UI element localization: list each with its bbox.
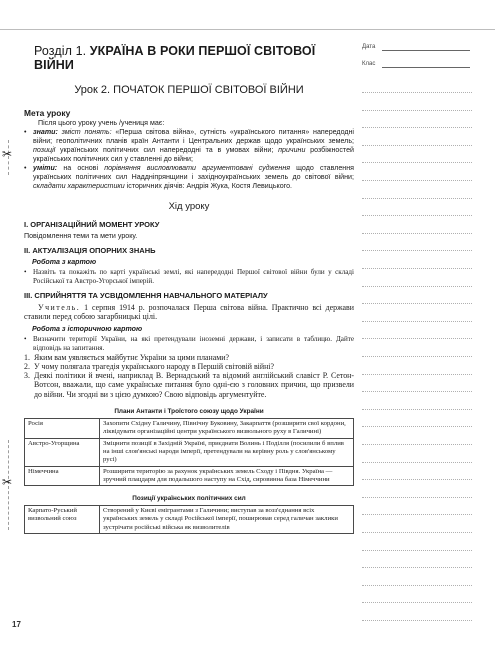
note-line (362, 391, 472, 392)
step3-list (24, 335, 354, 353)
questions-list (24, 353, 354, 399)
goals-list (24, 128, 354, 191)
note-line (362, 321, 472, 322)
scissors-icon: ✂ (2, 475, 13, 489)
scissors-icon: ✂ (2, 147, 13, 161)
positions-table (24, 505, 354, 534)
table-row: Німеччина Розширити територію за рахунок українських земель Сходу і Півдня. Україна — зручний плацдарм для подальшого наступу на Схід, сировинна база Німеччини (25, 466, 354, 486)
goals-heading: Мета уроку (24, 108, 71, 118)
note-line (362, 303, 472, 304)
page-number: 17 (12, 620, 21, 629)
step1-text: Повідомлення теми та мети уроку. (24, 232, 138, 240)
step3-work: Робота з історичною картою (32, 324, 143, 333)
step2-title: ІІ. АКТУАЛІЗАЦІЯ ОПОРНИХ ЗНАНЬ (24, 246, 156, 255)
note-line (362, 426, 472, 427)
step3-bullet: • Визначити території України, на які претендували іноземні держави, і записати в таблицю. Дайте відповідь на запитання. (24, 335, 354, 353)
note-line (362, 532, 472, 533)
note-line (362, 444, 472, 445)
table-row: Австро-Угорщина Зміцнити позиції в Західній Україні, приєднати Волинь і Поділля (посилили б вплив на інші слов'янські народи імперії, претендували на керівну роль у слов'янському русі) (25, 438, 354, 466)
question-item: 2. У чому полягала трагедія українського народу в Першій світовій війні? (24, 361, 275, 371)
note-line (362, 92, 472, 93)
note-line (362, 198, 472, 199)
question-item: 3. Деякі політики й вчені, наприклад В. Вернадський та відомий англійський славіст Р. Сетон-Вотсон, вважали, що саме українське питання було одні-єю з головних причин, що призвели до війни. Чи згодні ви з цією думкою? Свою відповідь аргументуйте. (24, 371, 354, 399)
lesson-title: Урок 2. ПОЧАТОК ПЕРШОЇ СВІТОВОЇ ВІЙНИ (74, 84, 304, 96)
note-line (362, 162, 472, 163)
note-line (362, 550, 472, 551)
date-field: Дата (362, 44, 375, 50)
lesson-content (24, 36, 354, 534)
note-line (362, 620, 472, 621)
goal-skills: • уміти: на основі порівняння висловлювати аргументовані судження щодо ставлення українських політичних сил Наддніпрянщини і західноукраїнських земель до світової війни; складати характеристики історичних діячів: Андрія Жука, Костя Левицького. (24, 164, 354, 191)
class-line (382, 67, 470, 68)
class-field: Клас (362, 61, 375, 67)
note-line (362, 497, 472, 498)
note-line (362, 374, 472, 375)
section-title: Розділ 1. УКРАЇНА В РОКИ ПЕРШОЇ СВІТОВОЇ ВІЙНИ (34, 44, 316, 72)
note-line (362, 479, 472, 480)
goal-know: • знати: зміст понять: «Перша світова війна», сутність «українського питання» напередодні війни; геополітичних планів країн Антанти і Центральних держав щодо українських земель; позиції українських політичних сил напередодні та в умовах війни; причини розбіжностей українських політичних сил у ставленні до війни; (24, 128, 354, 164)
table2-title: Позиції українських політичних сил (132, 495, 246, 503)
note-line (362, 585, 472, 586)
date-line (382, 50, 470, 51)
plans-table (24, 418, 354, 486)
note-line (362, 409, 472, 410)
note-line (362, 356, 472, 357)
note-line (362, 145, 472, 146)
step2-list (24, 268, 354, 286)
note-line (362, 514, 472, 515)
note-line (362, 602, 472, 603)
note-line (362, 567, 472, 568)
note-line (362, 462, 472, 463)
step3-title: ІІІ. СПРИЙНЯТТЯ ТА УСВІДОМЛЕННЯ НАВЧАЛЬНОГО МАТЕРІАЛУ (24, 291, 268, 300)
note-line (362, 233, 472, 234)
table-row: Карпато-Руський визвольний союз Створений у Києві емігрантами з Галичини; виступав за возз'єднання всіх українських земель у складі Російської імперії, поширював серед галичан заклики зустрічати російські війська як визволителів (25, 506, 354, 534)
note-line (362, 338, 472, 339)
teacher-word: Учитель. 1 серпня 1914 р. розпочалася Перша світова війна. Практично всі держави ставили перед собою загарбницькі цілі. (24, 303, 354, 322)
notes-column (362, 36, 472, 636)
table1-title: Плани Антанти і Троїстого союзу щодо України (114, 408, 264, 416)
step2-work: Робота з картою (32, 258, 97, 266)
goals-intro: Після цього уроку учень /учениця має: (38, 119, 165, 127)
question-item: 1. Яким вам уявляється майбутнє України за цими планами? (24, 352, 229, 362)
note-line (362, 250, 472, 251)
note-line (362, 215, 472, 216)
step1-title: І. ОРГАНІЗАЦІЙНИЙ МОМЕНТ УРОКУ (24, 220, 160, 229)
note-line (362, 180, 472, 181)
note-line (362, 268, 472, 269)
note-line (362, 286, 472, 287)
table-row: Росія Захопити Східну Галичину, Північну Буковину, Закарпаття (розширити свої кордони, ліквідувати організаційні центри українського визвольного руху в Галичині) (25, 419, 354, 439)
step2-bullet: • Назвіть та покажіть по карті українські землі, які напередодні Першої світової війни були у складі Російської та Австро-Угорської імперій. (24, 268, 354, 286)
note-line (362, 110, 472, 111)
course-heading: Хід уроку (168, 201, 210, 212)
note-line (362, 127, 472, 128)
top-rule (0, 29, 495, 30)
